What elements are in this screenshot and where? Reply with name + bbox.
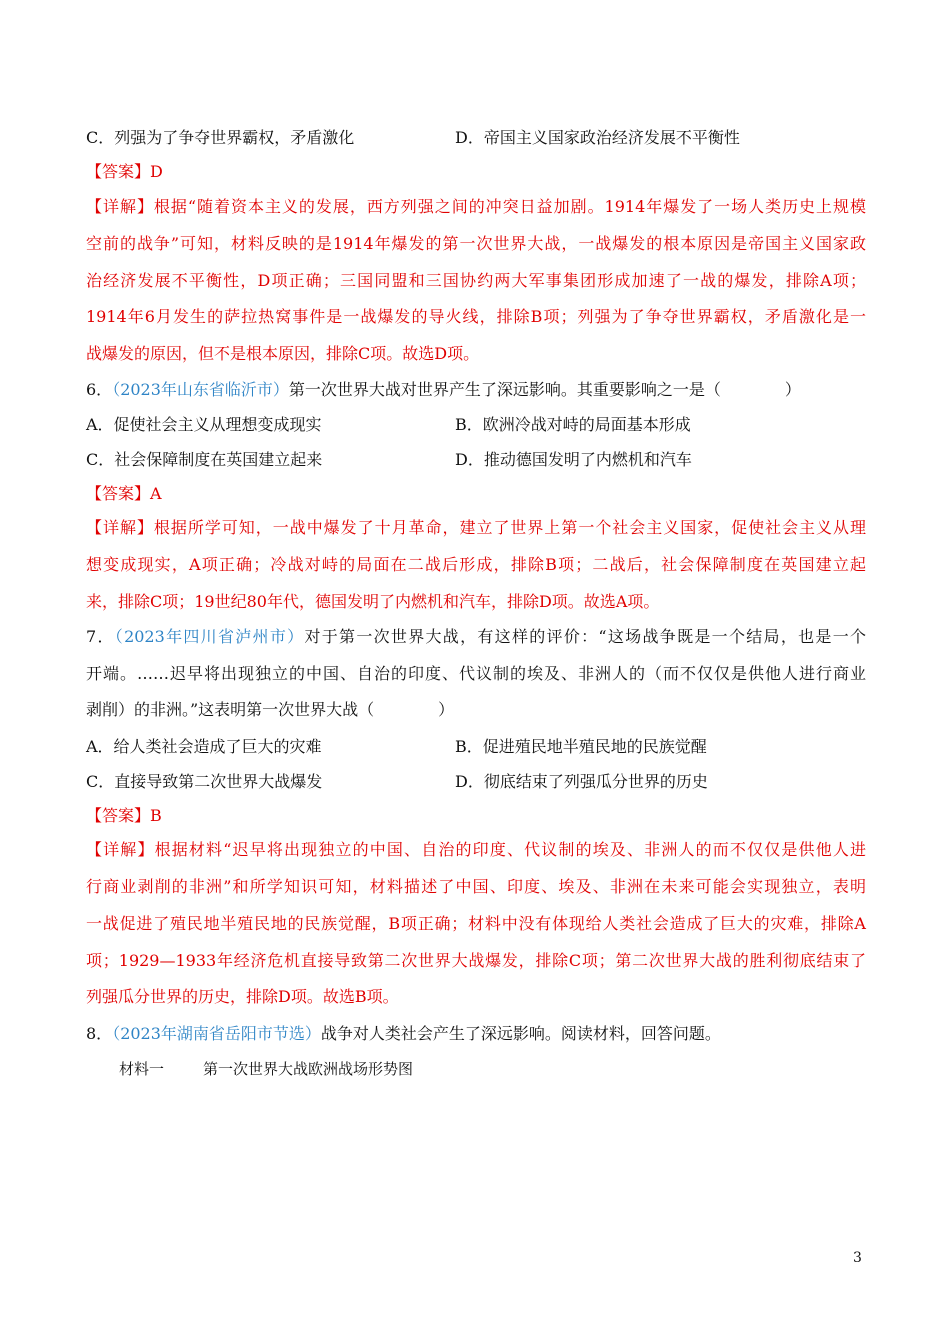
q8-material-label: 材料一 — [119, 1060, 165, 1078]
q5-answer: 【答案】D — [86, 162, 163, 181]
q8-number: 8． — [86, 1024, 113, 1043]
q5-option-d: D．帝国主义国家政治经济发展不平衡性 — [455, 128, 740, 147]
q6-option-d: D．推动德国发明了内燃机和汽车 — [455, 450, 692, 469]
q7-detail-line: 行商业剥削的非洲”和所学知识可知，材料描述了中国、印度、埃及、非洲在未来可能会实现独立，表明 — [86, 877, 866, 896]
q7-option-b: B．促进殖民地半殖民地的民族觉醒 — [455, 737, 707, 756]
q7-detail-line: 【详解】根据材料“迟早将出现独立的中国、自治的印度、代议制的埃及、非洲人的而不仅仅是供他人进 — [86, 840, 866, 859]
q8-stem-text: 战争对人类社会产生了深远影响。阅读材料，回答问题。 — [320, 1024, 721, 1043]
q7-option-a: A．给人类社会造成了巨大的灾难 — [86, 737, 322, 756]
q6-option-c: C．社会保障制度在英国建立起来 — [86, 450, 323, 469]
q6-detail-line: 想变成现实，A项正确；冷战对峙的局面在二战后形成，排除B项；二战后，社会保障制度在英国建立起 — [86, 555, 866, 574]
q5-detail-line: 战爆发的原因，但不是根本原因，排除C项。故选D项。 — [86, 344, 480, 363]
q5-detail-line: 【详解】根据“随着资本主义的发展，西方列强之间的冲突日益加剧。1914年爆发了一场人类历史上规模 — [86, 197, 866, 216]
q6-option-a: A．促使社会主义从理想变成现实 — [86, 415, 322, 434]
q7-detail-line: 一战促进了殖民地半殖民地的民族觉醒，B项正确；材料中没有体现给人类社会造成了巨大的灾难，排除A — [86, 914, 866, 933]
q7-stem-line: 开端。……迟早将出现独立的中国、自治的印度、代议制的埃及、非洲人的（而不仅仅是供他人进行商业 — [86, 664, 866, 683]
q6-option-b: B．欧洲冷战对峙的局面基本形成 — [455, 415, 691, 434]
q7-stem-text: 对于第一次世界大战，有这样的评价：“这场战争既是一个结局，也是一个 — [304, 627, 866, 646]
q7-detail-line: 列强瓜分世界的历史，排除D项。故选B项。 — [86, 987, 399, 1006]
q8-stem — [86, 1023, 866, 1045]
page-number: 3 — [853, 1250, 862, 1266]
q6-stem — [86, 379, 866, 401]
q7-number: 7． — [86, 627, 115, 646]
q6-detail-line: 【详解】根据所学可知，一战中爆发了十月革命，建立了世界上第一个社会主义国家，促使社会主义从理 — [86, 518, 866, 537]
q5-detail-line: 1914年6月发生的萨拉热窝事件是一战爆发的导火线，排除B项；列强为了争夺世界霸权，矛盾激化是一 — [86, 307, 866, 326]
q6-stem-text: 第一次世界大战对世界产生了深远影响。其重要影响之一是（ ） — [288, 380, 801, 399]
q7-option-d: D．彻底结束了列强瓜分世界的历史 — [455, 772, 708, 791]
q6-source: （2023年山东省临沂市） — [112, 380, 289, 399]
q7-answer: 【答案】B — [86, 806, 162, 825]
q7-source: （2023年四川省泸州市） — [114, 627, 305, 646]
q6-answer: 【答案】A — [86, 484, 162, 503]
q6-number: 6． — [86, 380, 113, 399]
q8-material-title: 第一次世界大战欧洲战场形势图 — [203, 1060, 414, 1078]
q7-option-c: C．直接导致第二次世界大战爆发 — [86, 772, 323, 791]
q5-detail-line: 治经济发展不平衡性，D项正确；三国同盟和三国协约两大军事集团形成加速了一战的爆发，排除A项； — [86, 271, 866, 290]
q5-detail-line: 空前的战争”可知，材料反映的是1914年爆发的第一次世界大战，一战爆发的根本原因是帝国主义国家政 — [86, 234, 866, 253]
q5-option-c: C．列强为了争夺世界霸权，矛盾激化 — [86, 128, 355, 147]
q8-source: （2023年湖南省岳阳市节选） — [112, 1024, 321, 1043]
q7-detail-line: 项；1929—1933年经济危机直接导致第二次世界大战爆发，排除C项；第二次世界大战的胜利彻底结束了 — [86, 951, 866, 970]
q7-stem-line: 剥削）的非洲。”这表明第一次世界大战（ ） — [86, 700, 455, 719]
q6-detail-line: 来，排除C项；19世纪80年代，德国发明了内燃机和汽车，排除D项。故选A项。 — [86, 592, 660, 611]
q7-stem — [86, 626, 866, 648]
